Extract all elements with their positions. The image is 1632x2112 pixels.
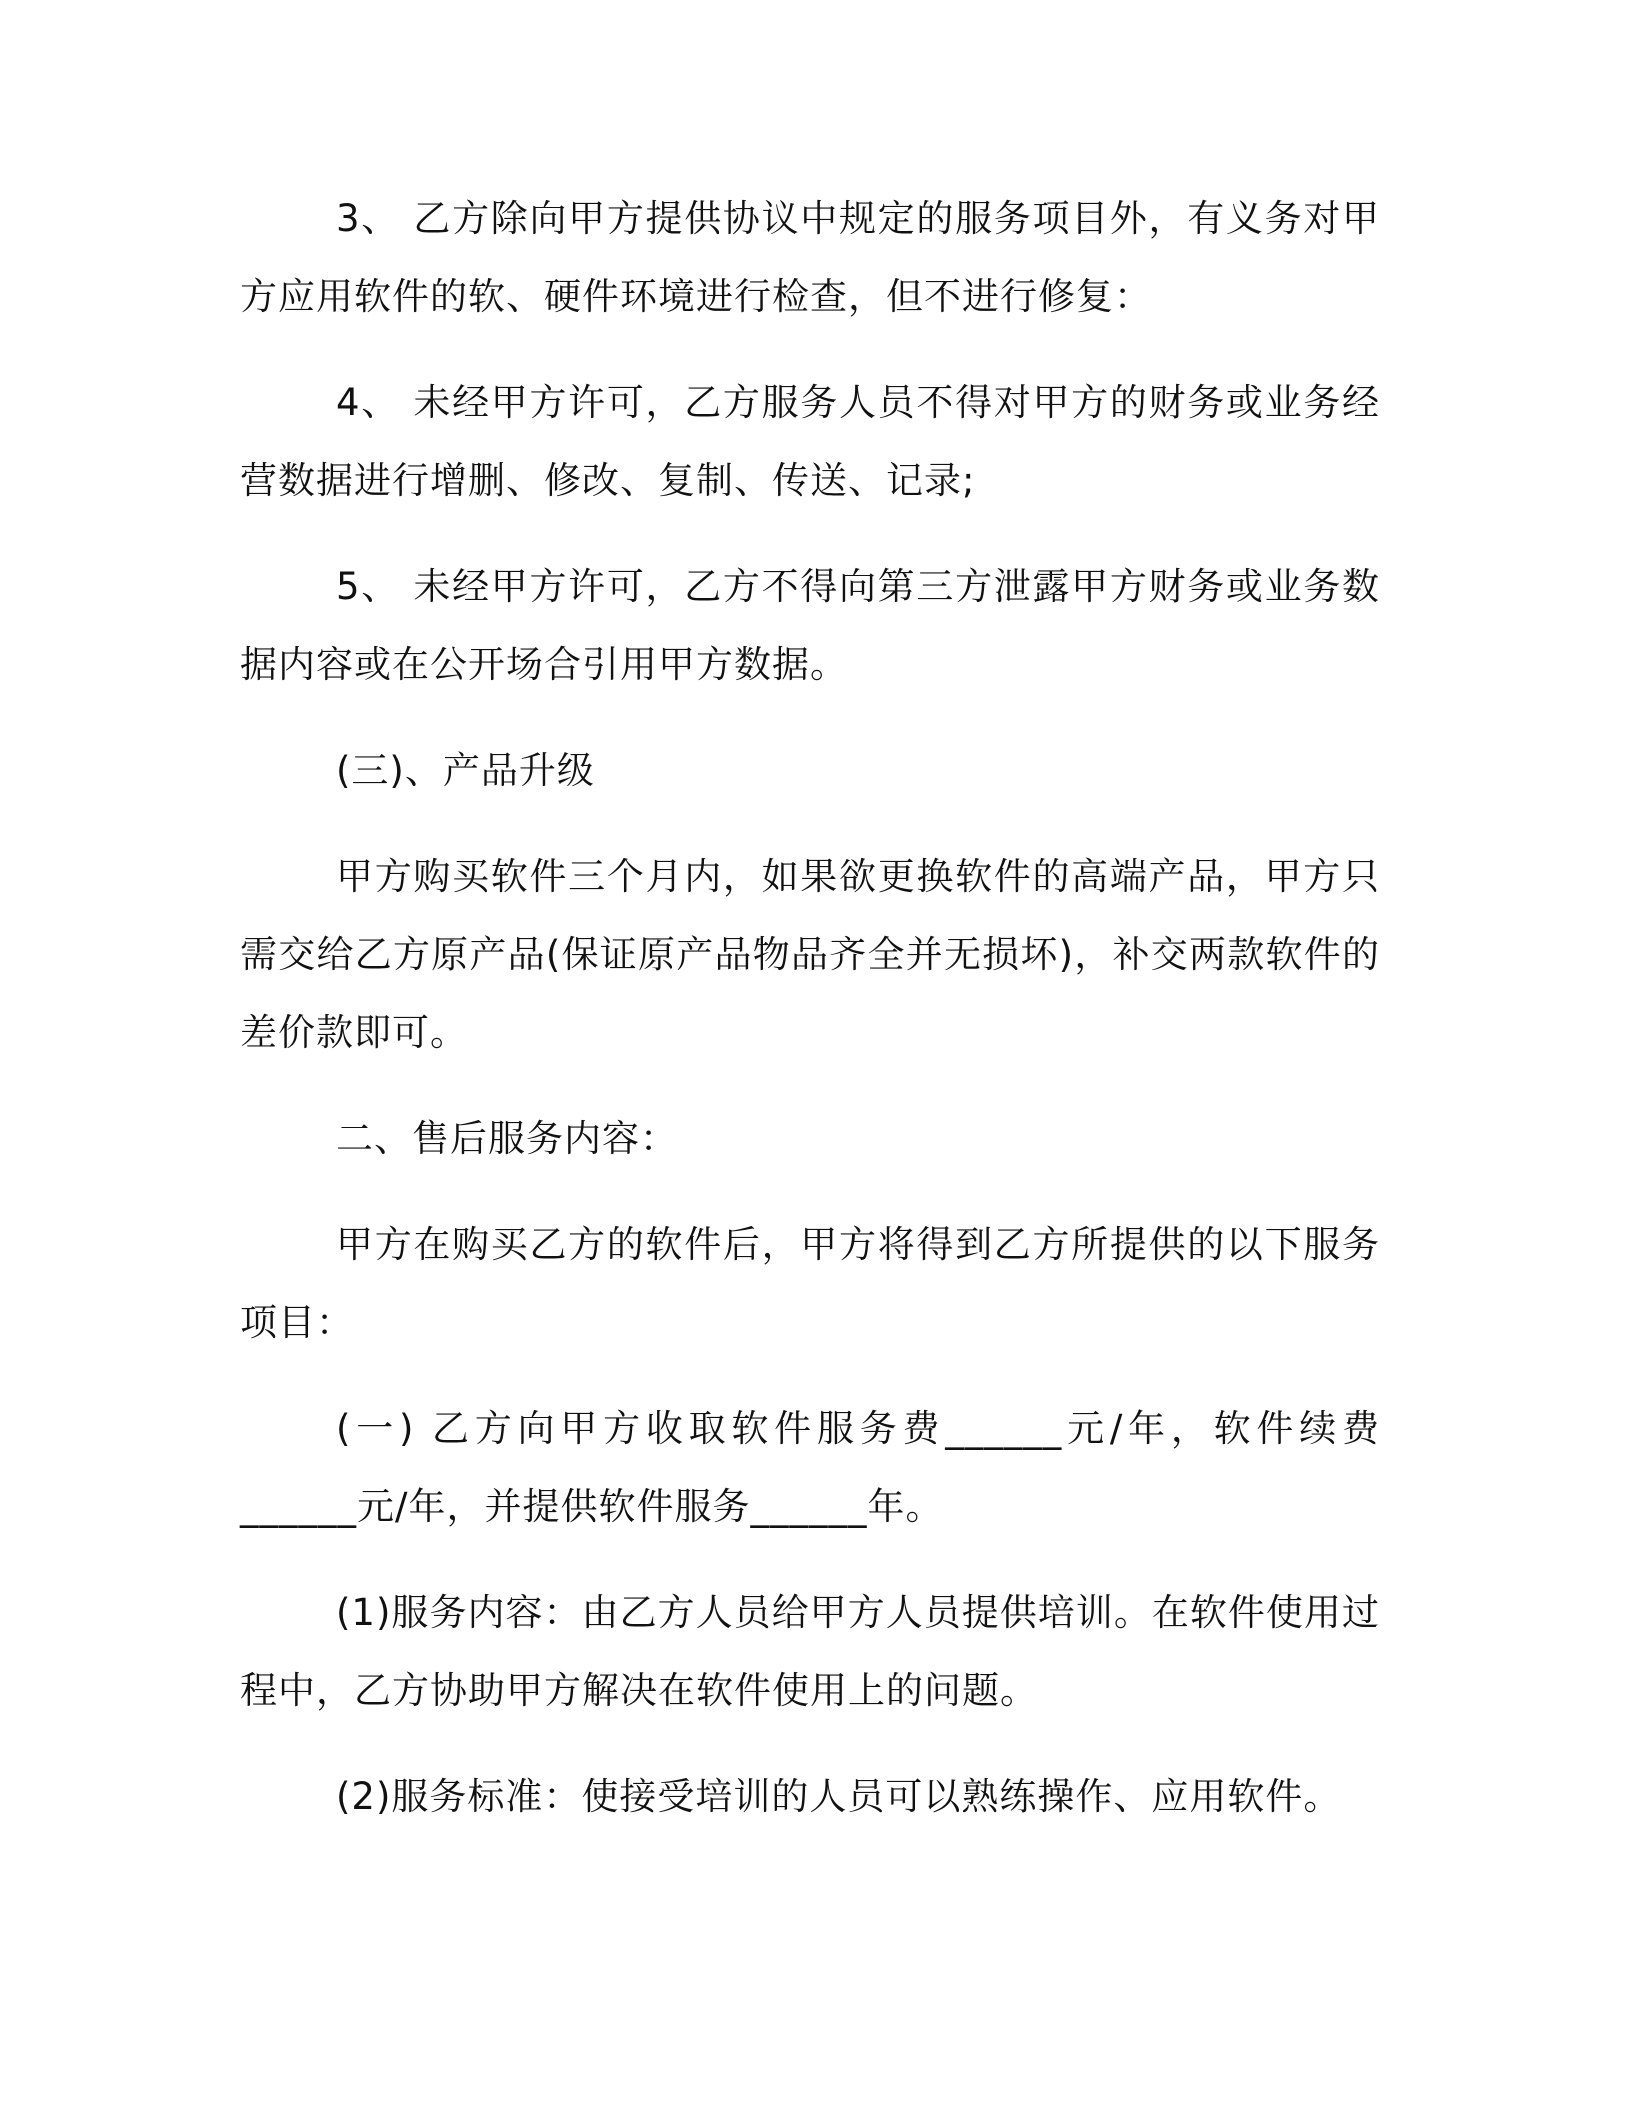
paragraph-service-fee: (一) 乙方向甲方收取软件服务费______元/年，软件续费______元/年，并提供软件服务______年。 bbox=[240, 1407, 1380, 1528]
paragraph-clause-4: 4、 未经甲方许可，乙方服务人员不得对甲方的财务或业务经营数据进行增删、修改、复制、传送、记录; bbox=[240, 381, 1380, 502]
section-heading-after-sales: 二、售后服务内容： bbox=[336, 1117, 678, 1160]
paragraph-service-content: (1)服务内容：由乙方人员给甲方人员提供培训。在软件使用过程中，乙方协助甲方解决在软件使用上的问题。 bbox=[240, 1591, 1380, 1712]
paragraph-service-standard: (2)服务标准：使接受培训的人员可以熟练操作、应用软件。 bbox=[336, 1775, 1342, 1818]
paragraph-product-upgrade: 甲方购买软件三个月内，如果欲更换软件的高端产品，甲方只需交给乙方原产品(保证原产品物品齐全并无损坏)，补交两款软件的差价款即可。 bbox=[240, 855, 1380, 1054]
paragraph-clause-5: 5、 未经甲方许可，乙方不得向第三方泄露甲方财务或业务数据内容或在公开场合引用甲方数据。 bbox=[240, 565, 1380, 686]
document-body bbox=[240, 180, 1380, 1836]
paragraph-after-sales-intro: 甲方在购买乙方的软件后，甲方将得到乙方所提供的以下服务项目： bbox=[240, 1223, 1380, 1344]
paragraph-clause-3: 3、 乙方除向甲方提供协议中规定的服务项目外，有义务对甲方应用软件的软、硬件环境进行检查，但不进行修复： bbox=[240, 197, 1380, 318]
section-heading-product-upgrade: (三)、产品升级 bbox=[336, 749, 595, 792]
